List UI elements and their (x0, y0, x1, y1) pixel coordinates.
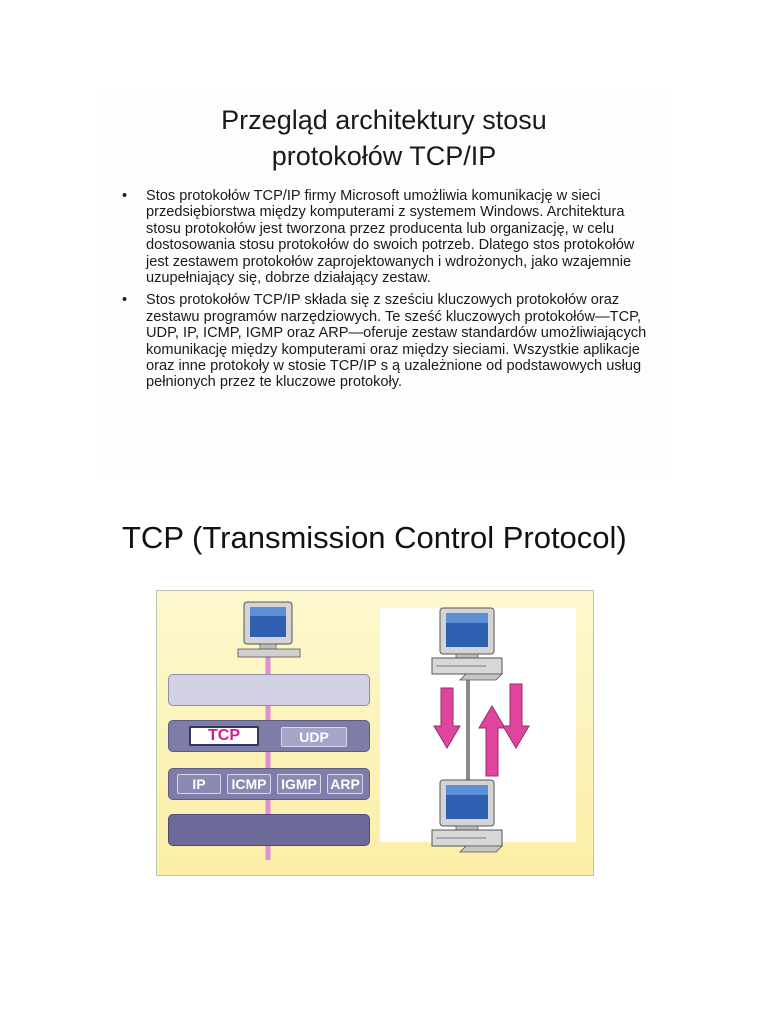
section-title: TCP (Transmission Control Protocol) (122, 520, 627, 555)
tcp-diagram (156, 590, 594, 876)
computer-icon (432, 780, 502, 852)
bullet-text: Stos protokołów TCP/IP składa się z sześciu kluczowych protokołów oraz zestawu programów narzędziowych. Te sześć kluczowych protokołów—TCP, UDP, IP, ICMP, IGMP oraz ARP—oferuje zestaw standardów umożliwiających komunikację między komputerami oraz między sieciami. Wszystkie aplikacje oraz inne protokoły w stosie TCP/IP s ą uzależnione od podstawowych usług pełnionych przez te kluczowe protokoły. (146, 292, 647, 391)
bullet-list (120, 188, 660, 397)
bullet-text: Stos protokołów TCP/IP firmy Microsoft umożliwia komunikację w sieci przedsiębiorstwa między komputerami z systemem Windows. Architektura stosu protokołów jest tworzona przez producenta lub organizację, w celu dostosowania stosu protokołów do swoich potrzeb. Dlatego stos protokołów jest zestawem protokołów zaprojektowanych i wdrożonych, jako wzajemnie uzupełniający się, dobrze działający zestaw. (146, 188, 635, 287)
bullet-marker: • (122, 292, 128, 309)
ip-label: IP (177, 774, 221, 794)
igmp-label: IGMP (277, 774, 321, 794)
tcp-label: TCP (189, 726, 259, 746)
monitor-icon (238, 602, 300, 657)
network-interface-layer (168, 814, 370, 846)
computer-icon (432, 608, 502, 680)
transport-layer (168, 720, 370, 752)
application-layer (168, 674, 370, 706)
arp-label: ARP (327, 774, 363, 794)
bullet-marker: • (122, 188, 128, 204)
bullet-item (120, 188, 660, 286)
udp-label: UDP (281, 727, 347, 747)
internet-layer (168, 768, 370, 800)
icmp-label: ICMP (227, 774, 271, 794)
slide-overview (96, 88, 672, 480)
bullet-item (120, 292, 660, 390)
slide-title: Przegląd architektury stosu protokołów TCP/IP (221, 105, 547, 171)
